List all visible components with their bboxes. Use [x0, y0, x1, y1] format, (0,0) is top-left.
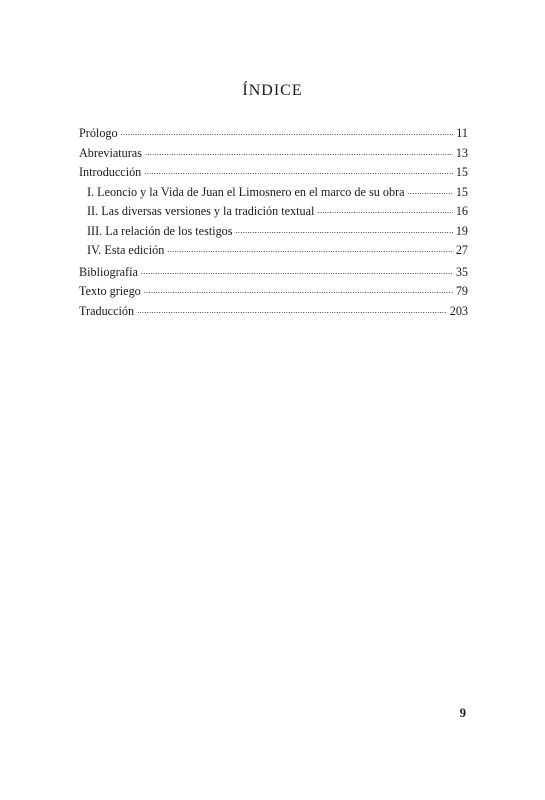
dot-leader	[144, 283, 453, 295]
toc-entry-page: 15	[455, 165, 468, 179]
toc-entry-label: Prólogo	[79, 126, 118, 140]
toc-entry-label: IV. Esta edición	[87, 243, 165, 257]
dot-leader	[121, 125, 454, 137]
toc-entry-label: Traducción	[79, 303, 135, 318]
toc-subentry-leoncio[interactable]	[79, 183, 468, 203]
toc-entry-page: 79	[455, 284, 468, 298]
toc-entry-page: 13	[455, 145, 468, 160]
table-of-contents	[79, 124, 468, 321]
toc-entry-page: 27	[455, 243, 468, 257]
toc-subentry-edicion[interactable]	[79, 241, 468, 261]
dot-leader	[408, 183, 453, 195]
toc-entry-page: 35	[455, 264, 468, 279]
toc-entry-label: Texto griego	[79, 284, 141, 298]
page-title: ÍNDICE	[242, 82, 303, 99]
toc-entry-traduccion[interactable]	[79, 302, 468, 322]
toc-entry-page: 19	[455, 223, 468, 238]
toc-entry-page: 203	[449, 303, 468, 318]
dot-leader	[141, 263, 453, 275]
dot-leader	[236, 222, 453, 234]
toc-entry-label: II. Las diversas versiones y la tradición textual	[87, 204, 315, 218]
toc-entry-page: 16	[455, 204, 468, 218]
toc-entry-prologo[interactable]	[79, 124, 468, 144]
page-number: 9	[459, 706, 466, 720]
dot-leader	[144, 164, 453, 176]
toc-entry-label: Abreviaturas	[79, 145, 142, 160]
toc-entry-bibliografia[interactable]	[79, 263, 468, 283]
dot-leader	[137, 302, 447, 314]
toc-entry-label: III. La relación de los testigos	[87, 223, 233, 238]
toc-entry-texto-griego[interactable]	[79, 282, 468, 302]
dot-leader	[145, 144, 453, 156]
toc-entry-abreviaturas[interactable]	[79, 144, 468, 164]
toc-entry-introduccion[interactable]	[79, 163, 468, 183]
toc-entry-label: Introducción	[79, 165, 142, 179]
toc-entry-page: 15	[455, 184, 468, 199]
toc-entry-label: Bibliografía	[79, 264, 138, 279]
toc-entry-label: I. Leoncio y la Vida de Juan el Limosnero en el marco de su obra	[87, 184, 405, 199]
dot-leader	[317, 203, 452, 215]
toc-subentry-testigos[interactable]	[79, 222, 468, 242]
toc-entry-page: 11	[456, 126, 468, 140]
toc-subentry-versiones[interactable]	[79, 202, 468, 222]
dot-leader	[167, 242, 453, 254]
